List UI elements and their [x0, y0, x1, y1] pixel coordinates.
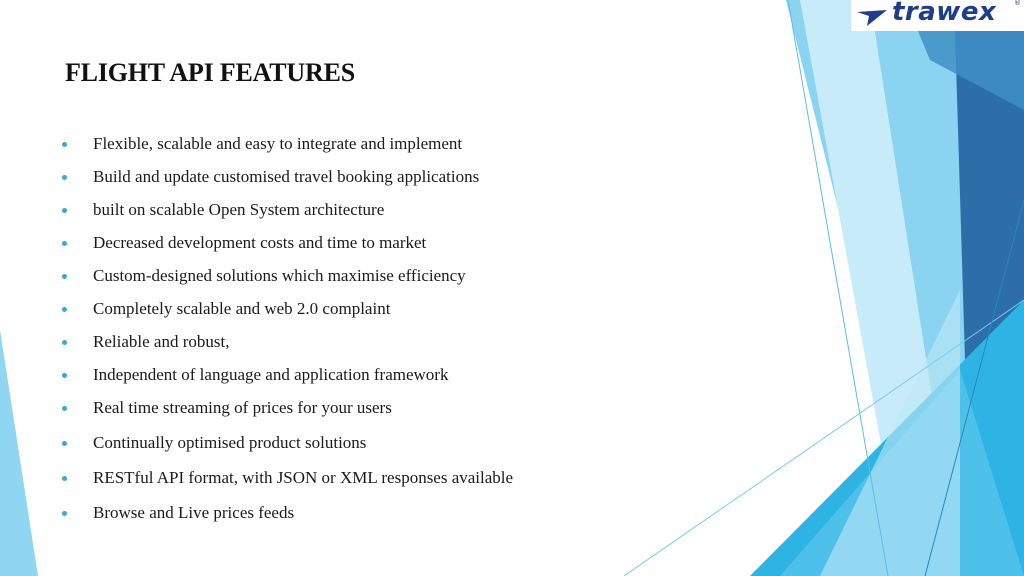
bullet-icon: [62, 340, 67, 345]
bullet-icon: [62, 511, 67, 516]
list-item-text: Real time streaming of prices for your users: [93, 398, 392, 417]
list-item-text: Decreased development costs and time to market: [93, 233, 427, 252]
list-item-text: Custom-designed solutions which maximise efficiency: [93, 266, 466, 285]
bullet-icon: [62, 307, 67, 312]
list-item-text: RESTful API format, with JSON or XML responses available: [93, 468, 514, 487]
list-item-text: Build and update customised travel booking applications: [93, 167, 480, 186]
slide-title: FLIGHT API FEATURES: [65, 58, 355, 87]
plane-icon: [857, 8, 887, 26]
bullet-icon: [62, 241, 67, 246]
bullet-icon: [62, 406, 67, 411]
bullet-icon: [62, 208, 67, 213]
bullet-icon: [62, 476, 67, 481]
list-item-text: Browse and Live prices feeds: [93, 503, 295, 522]
left-edge-stripe: [0, 330, 38, 576]
list-item-text: built on scalable Open System architecture: [93, 200, 385, 219]
bullet-icon: [62, 274, 67, 279]
list-item-text: Flexible, scalable and easy to integrate and implement: [93, 134, 463, 153]
bullet-icon: [62, 142, 67, 147]
registered-mark: ®: [1014, 0, 1021, 7]
logo-wordmark: trawex: [892, 0, 997, 27]
list-item-text: Completely scalable and web 2.0 complaint: [93, 299, 391, 318]
trawex-logo: [851, 0, 1024, 31]
list-item-text: Reliable and robust,: [93, 332, 230, 351]
bullet-icon: [62, 373, 67, 378]
list-item-text: Independent of language and application framework: [93, 365, 449, 384]
bullet-icon: [62, 175, 67, 180]
bullet-icon: [62, 441, 67, 446]
list-item-text: Continually optimised product solutions: [93, 433, 367, 452]
